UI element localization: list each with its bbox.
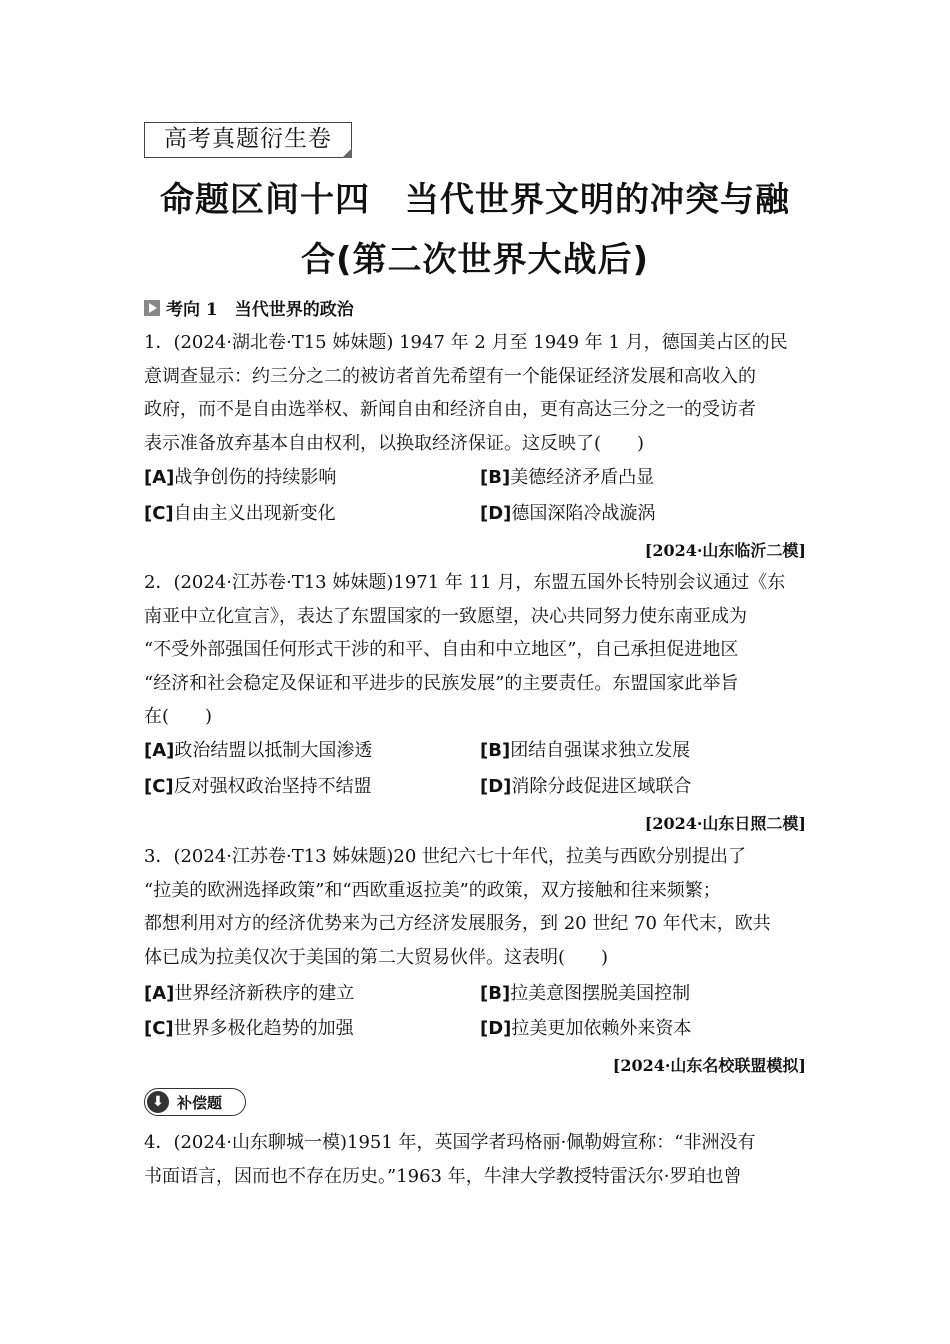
option-text: 反对强权政治坚持不结盟 bbox=[173, 776, 372, 797]
option-key: [A] bbox=[144, 467, 175, 488]
question-line: 1．(2024·湖北卷·T15 姊妹题) 1947 年 2 月至 1949 年 1 月，德国美占区的民 bbox=[144, 332, 788, 353]
option-key: [C] bbox=[144, 776, 174, 797]
question-line: 在( ) bbox=[144, 706, 213, 727]
option-text: 战争创伤的持续影响 bbox=[174, 467, 337, 488]
q2-source-ref: [2024·山东日照二模] bbox=[644, 814, 806, 833]
option-text: 美德经济矛盾凸显 bbox=[510, 467, 655, 488]
option-key: [B] bbox=[480, 983, 511, 1004]
question-line: 表示准备放弃基本自由权利，以换取经济保证。这反映了( ) bbox=[144, 432, 645, 454]
section-heading bbox=[144, 295, 354, 320]
option-text: 世界多极化趋势的加强 bbox=[173, 1018, 354, 1039]
option-text: 团结自强谋求独立发展 bbox=[510, 740, 691, 761]
option-key: [D] bbox=[480, 1018, 512, 1039]
option-key: [D] bbox=[480, 503, 512, 524]
q1-option-b[interactable] bbox=[480, 466, 654, 490]
q3-option-d[interactable] bbox=[480, 1017, 691, 1041]
option-text: 拉美更加依赖外来资本 bbox=[511, 1018, 692, 1039]
arrow-down-icon: ⬇ bbox=[147, 1091, 169, 1113]
q2-option-b[interactable] bbox=[480, 739, 690, 763]
option-text: 拉美意图摆脱美国控制 bbox=[510, 983, 691, 1004]
q1-source-ref: [2024·山东临沂二模] bbox=[644, 541, 806, 560]
option-text: 消除分歧促进区域联合 bbox=[511, 776, 692, 797]
supplement-badge bbox=[144, 1088, 246, 1116]
question-line: 体已成为拉美仅次于美国的第二大贸易伙伴。这表明( ) bbox=[144, 946, 609, 968]
question-line: 4．(2024·山东聊城一模)1951 年，英国学者玛格丽·佩勒姆宣称：“非洲没有 bbox=[144, 1132, 756, 1153]
option-key: [B] bbox=[480, 740, 511, 761]
q1-option-c[interactable] bbox=[144, 502, 336, 526]
section-label: 考向 1 当代世界的政治 bbox=[166, 300, 354, 320]
q3-source-ref: [2024·山东名校联盟模拟] bbox=[612, 1056, 806, 1075]
question-line: 2．(2024·江苏卷·T13 姊妹题)1971 年 11 月，东盟五国外长特别会议通过《东 bbox=[144, 572, 786, 593]
q1-option-d[interactable] bbox=[480, 502, 655, 526]
q3-option-a[interactable] bbox=[144, 982, 354, 1006]
question-2-stem bbox=[144, 566, 806, 734]
play-triangle-icon bbox=[144, 300, 160, 316]
question-line: 书面语言，因而也不存在历史。”1963 年，牛津大学教授特雷沃尔·罗珀也曾 bbox=[144, 1165, 742, 1187]
exam-banner: 高考真题衍生卷 bbox=[144, 122, 352, 158]
question-4-stem bbox=[144, 1126, 806, 1193]
q2-option-c[interactable] bbox=[144, 775, 372, 799]
option-key: [A] bbox=[144, 983, 175, 1004]
q2-option-d[interactable] bbox=[480, 775, 691, 799]
q2-option-a[interactable] bbox=[144, 739, 372, 763]
question-3-stem bbox=[144, 840, 806, 974]
question-line: “不受外部强国任何形式干涉的和平、自由和中立地区”，自己承担促进地区 bbox=[144, 639, 739, 660]
option-text: 世界经济新秩序的建立 bbox=[174, 983, 355, 1004]
q1-option-a[interactable] bbox=[144, 466, 336, 490]
option-text: 自由主义出现新变化 bbox=[173, 503, 336, 524]
option-key: [B] bbox=[480, 467, 511, 488]
question-line: 3．(2024·江苏卷·T13 姊妹题)20 世纪六七十年代，拉美与西欧分别提出了 bbox=[144, 846, 747, 867]
option-text: 德国深陷冷战漩涡 bbox=[511, 503, 656, 524]
question-line: “经济和社会稳定及保证和平进步的民族发展”的主要责任。东盟国家此举旨 bbox=[144, 672, 739, 694]
option-key: [C] bbox=[144, 1018, 174, 1039]
supplement-label: 补偿题 bbox=[177, 1093, 223, 1112]
question-line: “拉美的欧洲选择政策”和“西欧重返拉美”的政策，双方接触和往来频繁； bbox=[144, 879, 721, 901]
question-line: 南亚中立化宣言》，表达了东盟国家的一致愿望，决心共同努力使东南亚成为 bbox=[144, 605, 747, 627]
question-line: 意调查显示：约三分之二的被访者首先希望有一个能保证经济发展和高收入的 bbox=[144, 365, 756, 387]
option-text: 政治结盟以抵制大国渗透 bbox=[174, 740, 373, 761]
page-title-line-2: 合(第二次世界大战后) bbox=[300, 240, 650, 280]
option-key: [D] bbox=[480, 776, 512, 797]
q3-option-b[interactable] bbox=[480, 982, 690, 1006]
question-line: 都想利用对方的经济优势来为己方经济发展服务，到 20 世纪 70 年代末，欧共 bbox=[144, 913, 771, 934]
option-key: [C] bbox=[144, 503, 174, 524]
option-key: [A] bbox=[144, 740, 175, 761]
question-line: 政府，而不是自由选举权、新闻自由和经济自由，更有高达三分之一的受访者 bbox=[144, 399, 756, 420]
q3-option-c[interactable] bbox=[144, 1017, 354, 1041]
question-1-stem bbox=[144, 326, 806, 460]
page-title-line-1: 命题区间十四 当代世界文明的冲突与融 bbox=[160, 180, 790, 220]
